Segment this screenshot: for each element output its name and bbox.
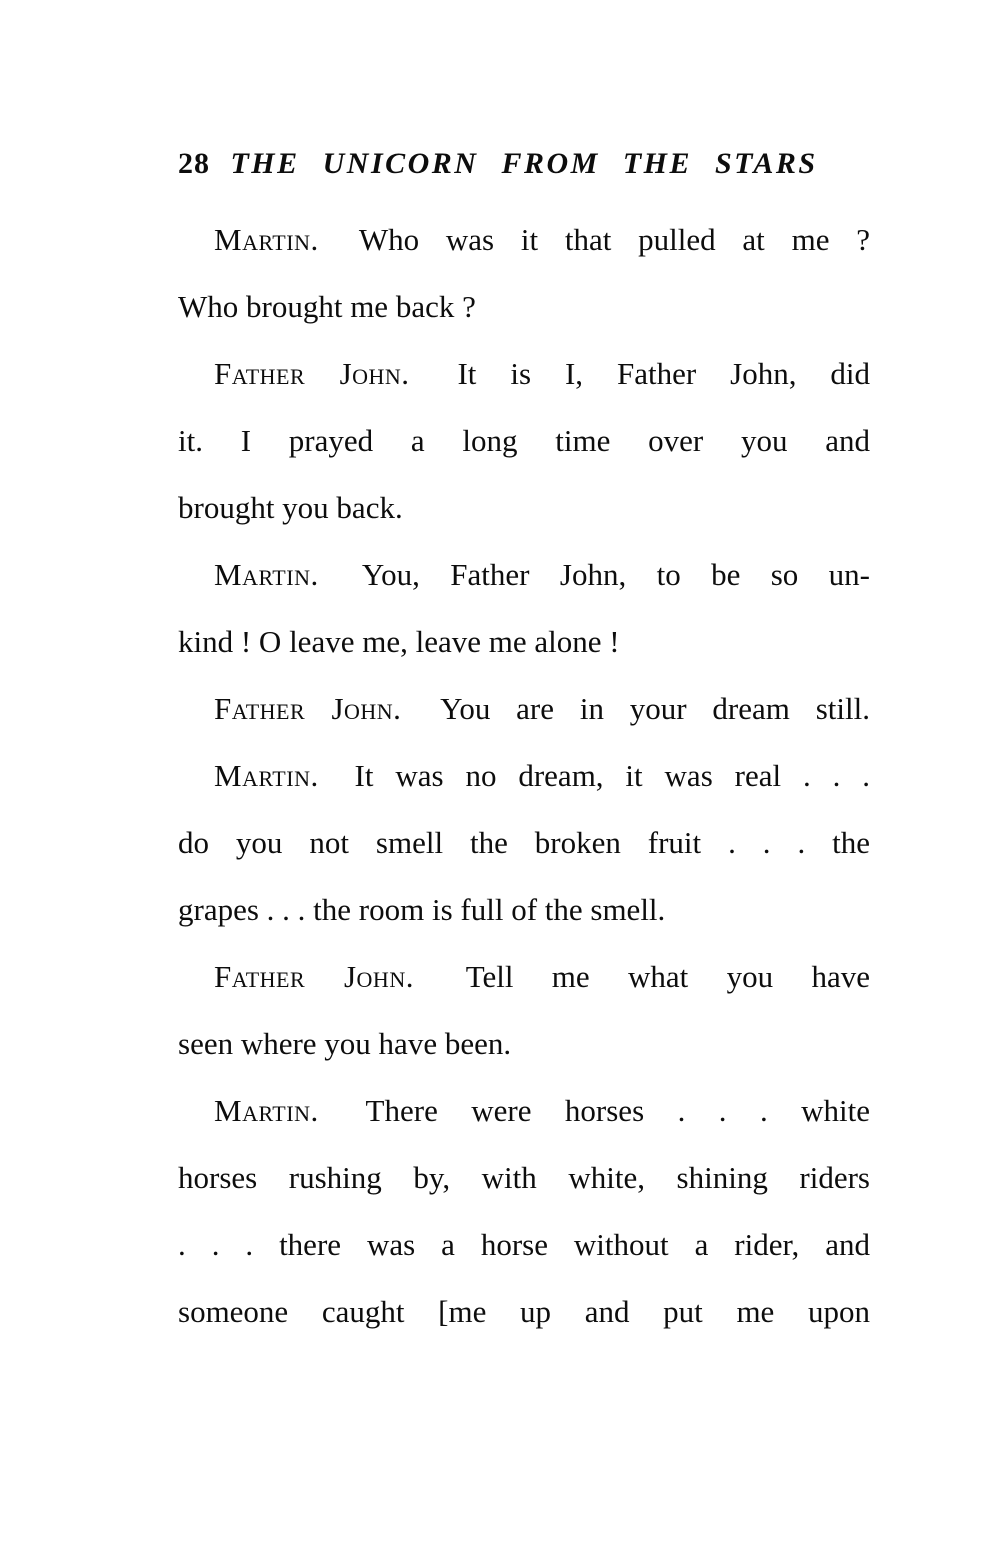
running-title: THE UNICORN FROM THE STARS <box>230 147 818 180</box>
speaker-name: Martin. <box>214 557 319 592</box>
text-line <box>178 474 870 541</box>
dialogue-line-text: . . . there was a horse without a rider, and <box>178 1227 870 1262</box>
text-line <box>178 1010 870 1077</box>
text-line <box>178 541 870 608</box>
dialogue-line-text: kind ! O leave me, leave me alone ! <box>178 624 620 659</box>
page-number: 28 <box>178 147 210 180</box>
text-line <box>178 1278 870 1345</box>
text-line <box>178 742 870 809</box>
text-line <box>178 943 870 1010</box>
speaker-name: Martin. <box>214 1093 319 1128</box>
text-line <box>178 273 870 340</box>
speaker-name: Father John. <box>214 691 402 726</box>
text-line <box>178 1211 870 1278</box>
dialogue-line-text: You are in your dream still. <box>440 691 870 726</box>
text-line <box>178 809 870 876</box>
dialogue-line-text: brought you back. <box>178 490 403 525</box>
text-line <box>178 876 870 943</box>
dialogue-line-text: horses rushing by, with white, shining riders <box>178 1160 870 1195</box>
dialogue-line-text: seen where you have been. <box>178 1026 512 1061</box>
text-line <box>178 340 870 407</box>
dialogue-line-text: grapes . . . the room is full of the smell. <box>178 892 666 927</box>
text-line <box>178 206 870 273</box>
dialogue-line-text: You, Father John, to be so un- <box>361 557 870 592</box>
text-line <box>178 1144 870 1211</box>
dialogue-line-text: someone caught [me up and put me upon <box>178 1294 870 1329</box>
dialogue-line-text: do you not smell the broken fruit . . . the <box>178 825 870 860</box>
text-line <box>178 675 870 742</box>
running-header <box>178 140 870 188</box>
speaker-name: Martin. <box>214 222 319 257</box>
text-line <box>178 407 870 474</box>
dialogue-line-text: it. I prayed a long time over you and <box>178 423 870 458</box>
text-line <box>178 608 870 675</box>
dialogue-line-text: It was no dream, it was real . . . <box>354 758 870 793</box>
dialogue-line-text: Who was it that pulled at me ? <box>358 222 870 257</box>
dialogue-text <box>178 206 870 1345</box>
speaker-name: Father John. <box>214 959 414 994</box>
text-line <box>178 1077 870 1144</box>
dialogue-line-text: Tell me what you have <box>465 959 871 994</box>
dialogue-line-text: It is I, Father John, did <box>457 356 871 391</box>
speaker-name: Father John. <box>214 356 410 391</box>
dialogue-line-text: Who brought me back ? <box>178 289 476 324</box>
dialogue-line-text: There were horses . . . white <box>365 1093 870 1128</box>
speaker-name: Martin. <box>214 758 319 793</box>
